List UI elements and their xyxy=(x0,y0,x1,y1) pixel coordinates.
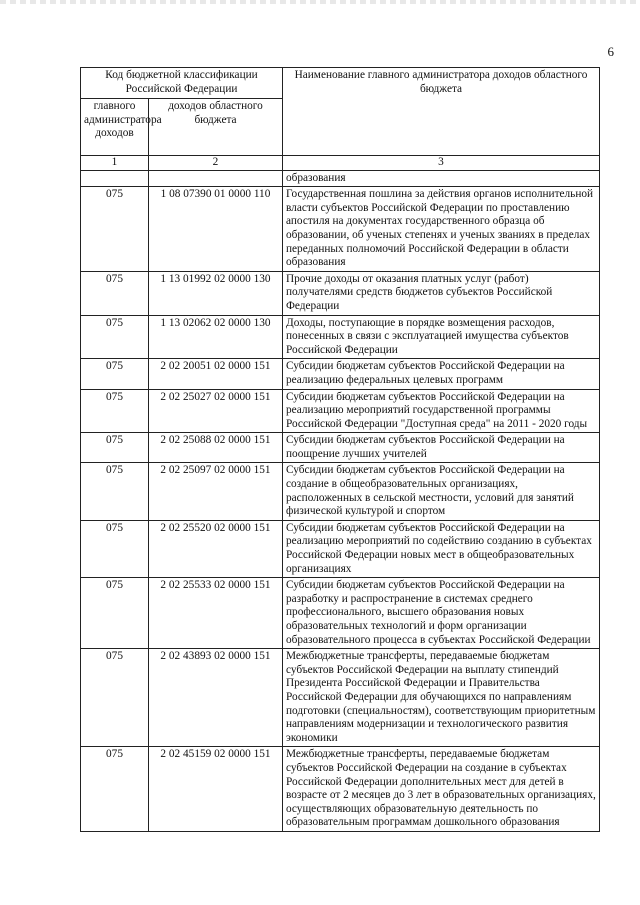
admin-code-cell: 075 xyxy=(81,747,149,832)
revenue-name-cell: Межбюджетные трансферты, передаваемые бюджетам субъектов Российской Федерации на создание в субъектах Российской Федерации дополнительных мест для детей в возрасте от 2 месяцев до 3 лет в образовательных организациях, осуществляющих образовательную деятельность по образовательным программам дошкольного образования xyxy=(283,747,600,832)
revenue-code-cell: 1 08 07390 01 0000 110 xyxy=(149,187,283,272)
header-group-budget-classification: Код бюджетной классификации Российской Федерации xyxy=(81,68,283,99)
header-administrator-name: Наименование главного администратора доходов областного бюджета xyxy=(283,68,600,156)
table-body xyxy=(81,170,600,831)
column-number: 1 xyxy=(81,156,149,171)
revenue-code-cell: 2 02 45159 02 0000 151 xyxy=(149,747,283,832)
budget-classification-table xyxy=(80,67,600,832)
admin-code-cell: 075 xyxy=(81,187,149,272)
column-number-row xyxy=(81,156,600,171)
revenue-code-cell xyxy=(149,170,283,187)
revenue-code-cell: 2 02 25088 02 0000 151 xyxy=(149,433,283,463)
table-row xyxy=(81,170,600,187)
column-number: 3 xyxy=(283,156,600,171)
table-header xyxy=(81,68,600,171)
revenue-code-cell: 2 02 25533 02 0000 151 xyxy=(149,578,283,649)
table-row xyxy=(81,271,600,315)
revenue-name-cell: Субсидии бюджетам субъектов Российской Федерации на реализацию мероприятий государственной программы Российской Федерации "Доступная среда" на 2011 - 2020 годы xyxy=(283,389,600,433)
revenue-code-cell: 2 02 25097 02 0000 151 xyxy=(149,463,283,520)
revenue-code-cell: 2 02 20051 02 0000 151 xyxy=(149,359,283,389)
admin-code-cell: 075 xyxy=(81,578,149,649)
revenue-name-cell: Субсидии бюджетам субъектов Российской Федерации на реализацию федеральных целевых программ xyxy=(283,359,600,389)
table-row xyxy=(81,520,600,577)
admin-code-cell: 075 xyxy=(81,649,149,747)
admin-code-cell: 075 xyxy=(81,463,149,520)
revenue-name-cell: Субсидии бюджетам субъектов Российской Федерации на создание в общеобразовательных организациях, расположенных в сельской местности, условий для занятий физической культурой и спортом xyxy=(283,463,600,520)
admin-code-cell: 075 xyxy=(81,520,149,577)
revenue-code-cell: 2 02 25027 02 0000 151 xyxy=(149,389,283,433)
table-row xyxy=(81,649,600,747)
revenue-code-cell: 2 02 43893 02 0000 151 xyxy=(149,649,283,747)
admin-code-cell: 075 xyxy=(81,315,149,359)
header-regional-revenue-code: доходов областного бюджета xyxy=(149,99,283,156)
admin-code-cell: 075 xyxy=(81,271,149,315)
admin-code-cell: 075 xyxy=(81,389,149,433)
table-row xyxy=(81,315,600,359)
revenue-code-cell: 2 02 25520 02 0000 151 xyxy=(149,520,283,577)
scan-top-edge xyxy=(0,0,640,4)
revenue-name-cell: Доходы, поступающие в порядке возмещения расходов, понесенных в связи с эксплуатацией имущества субъектов Российской Федерации xyxy=(283,315,600,359)
table-row xyxy=(81,359,600,389)
revenue-code-cell: 1 13 01992 02 0000 130 xyxy=(149,271,283,315)
revenue-name-cell: Межбюджетные трансферты, передаваемые бюджетам субъектов Российской Федерации на выплату стипендий Президента Российской Федерации и Правительства Российской Федерации для обучающихся по направлениям подготовки (специальностям), соответствующим приоритетным направлениям модернизации и технологического развития экономики xyxy=(283,649,600,747)
table-row xyxy=(81,463,600,520)
revenue-name-cell: Субсидии бюджетам субъектов Российской Федерации на разработку и распространение в системах среднего профессионального, высшего образования новых образовательных технологий и форм организации образовательного процесса в субъектах Российской Федерации xyxy=(283,578,600,649)
table-row xyxy=(81,389,600,433)
table-row xyxy=(81,187,600,272)
page-number: 6 xyxy=(607,44,614,59)
revenue-name-cell: образования xyxy=(283,170,600,187)
admin-code-cell: 075 xyxy=(81,359,149,389)
revenue-name-cell: Субсидии бюджетам субъектов Российской Федерации на поощрение лучших учителей xyxy=(283,433,600,463)
revenue-name-cell: Прочие доходы от оказания платных услуг (работ) получателями средств бюджетов субъектов Российской Федерации xyxy=(283,271,600,315)
admin-code-cell: 075 xyxy=(81,433,149,463)
header-main-administrator: главного администратора доходов xyxy=(81,99,149,156)
revenue-name-cell: Субсидии бюджетам субъектов Российской Федерации на реализацию мероприятий по содействию созданию в субъектах Российской Федерации новых мест в общеобразовательных организациях xyxy=(283,520,600,577)
table-row xyxy=(81,747,600,832)
revenue-code-cell: 1 13 02062 02 0000 130 xyxy=(149,315,283,359)
revenue-name-cell: Государственная пошлина за действия органов исполнительной власти субъектов Российской Федерации по проставлению апостиля на документах государственного образца об образовании, об ученых степенях и ученых званиях в пределах переданных полномочий Российской Федерации в области образования xyxy=(283,187,600,272)
admin-code-cell xyxy=(81,170,149,187)
table-row xyxy=(81,578,600,649)
table-row xyxy=(81,433,600,463)
column-number: 2 xyxy=(149,156,283,171)
